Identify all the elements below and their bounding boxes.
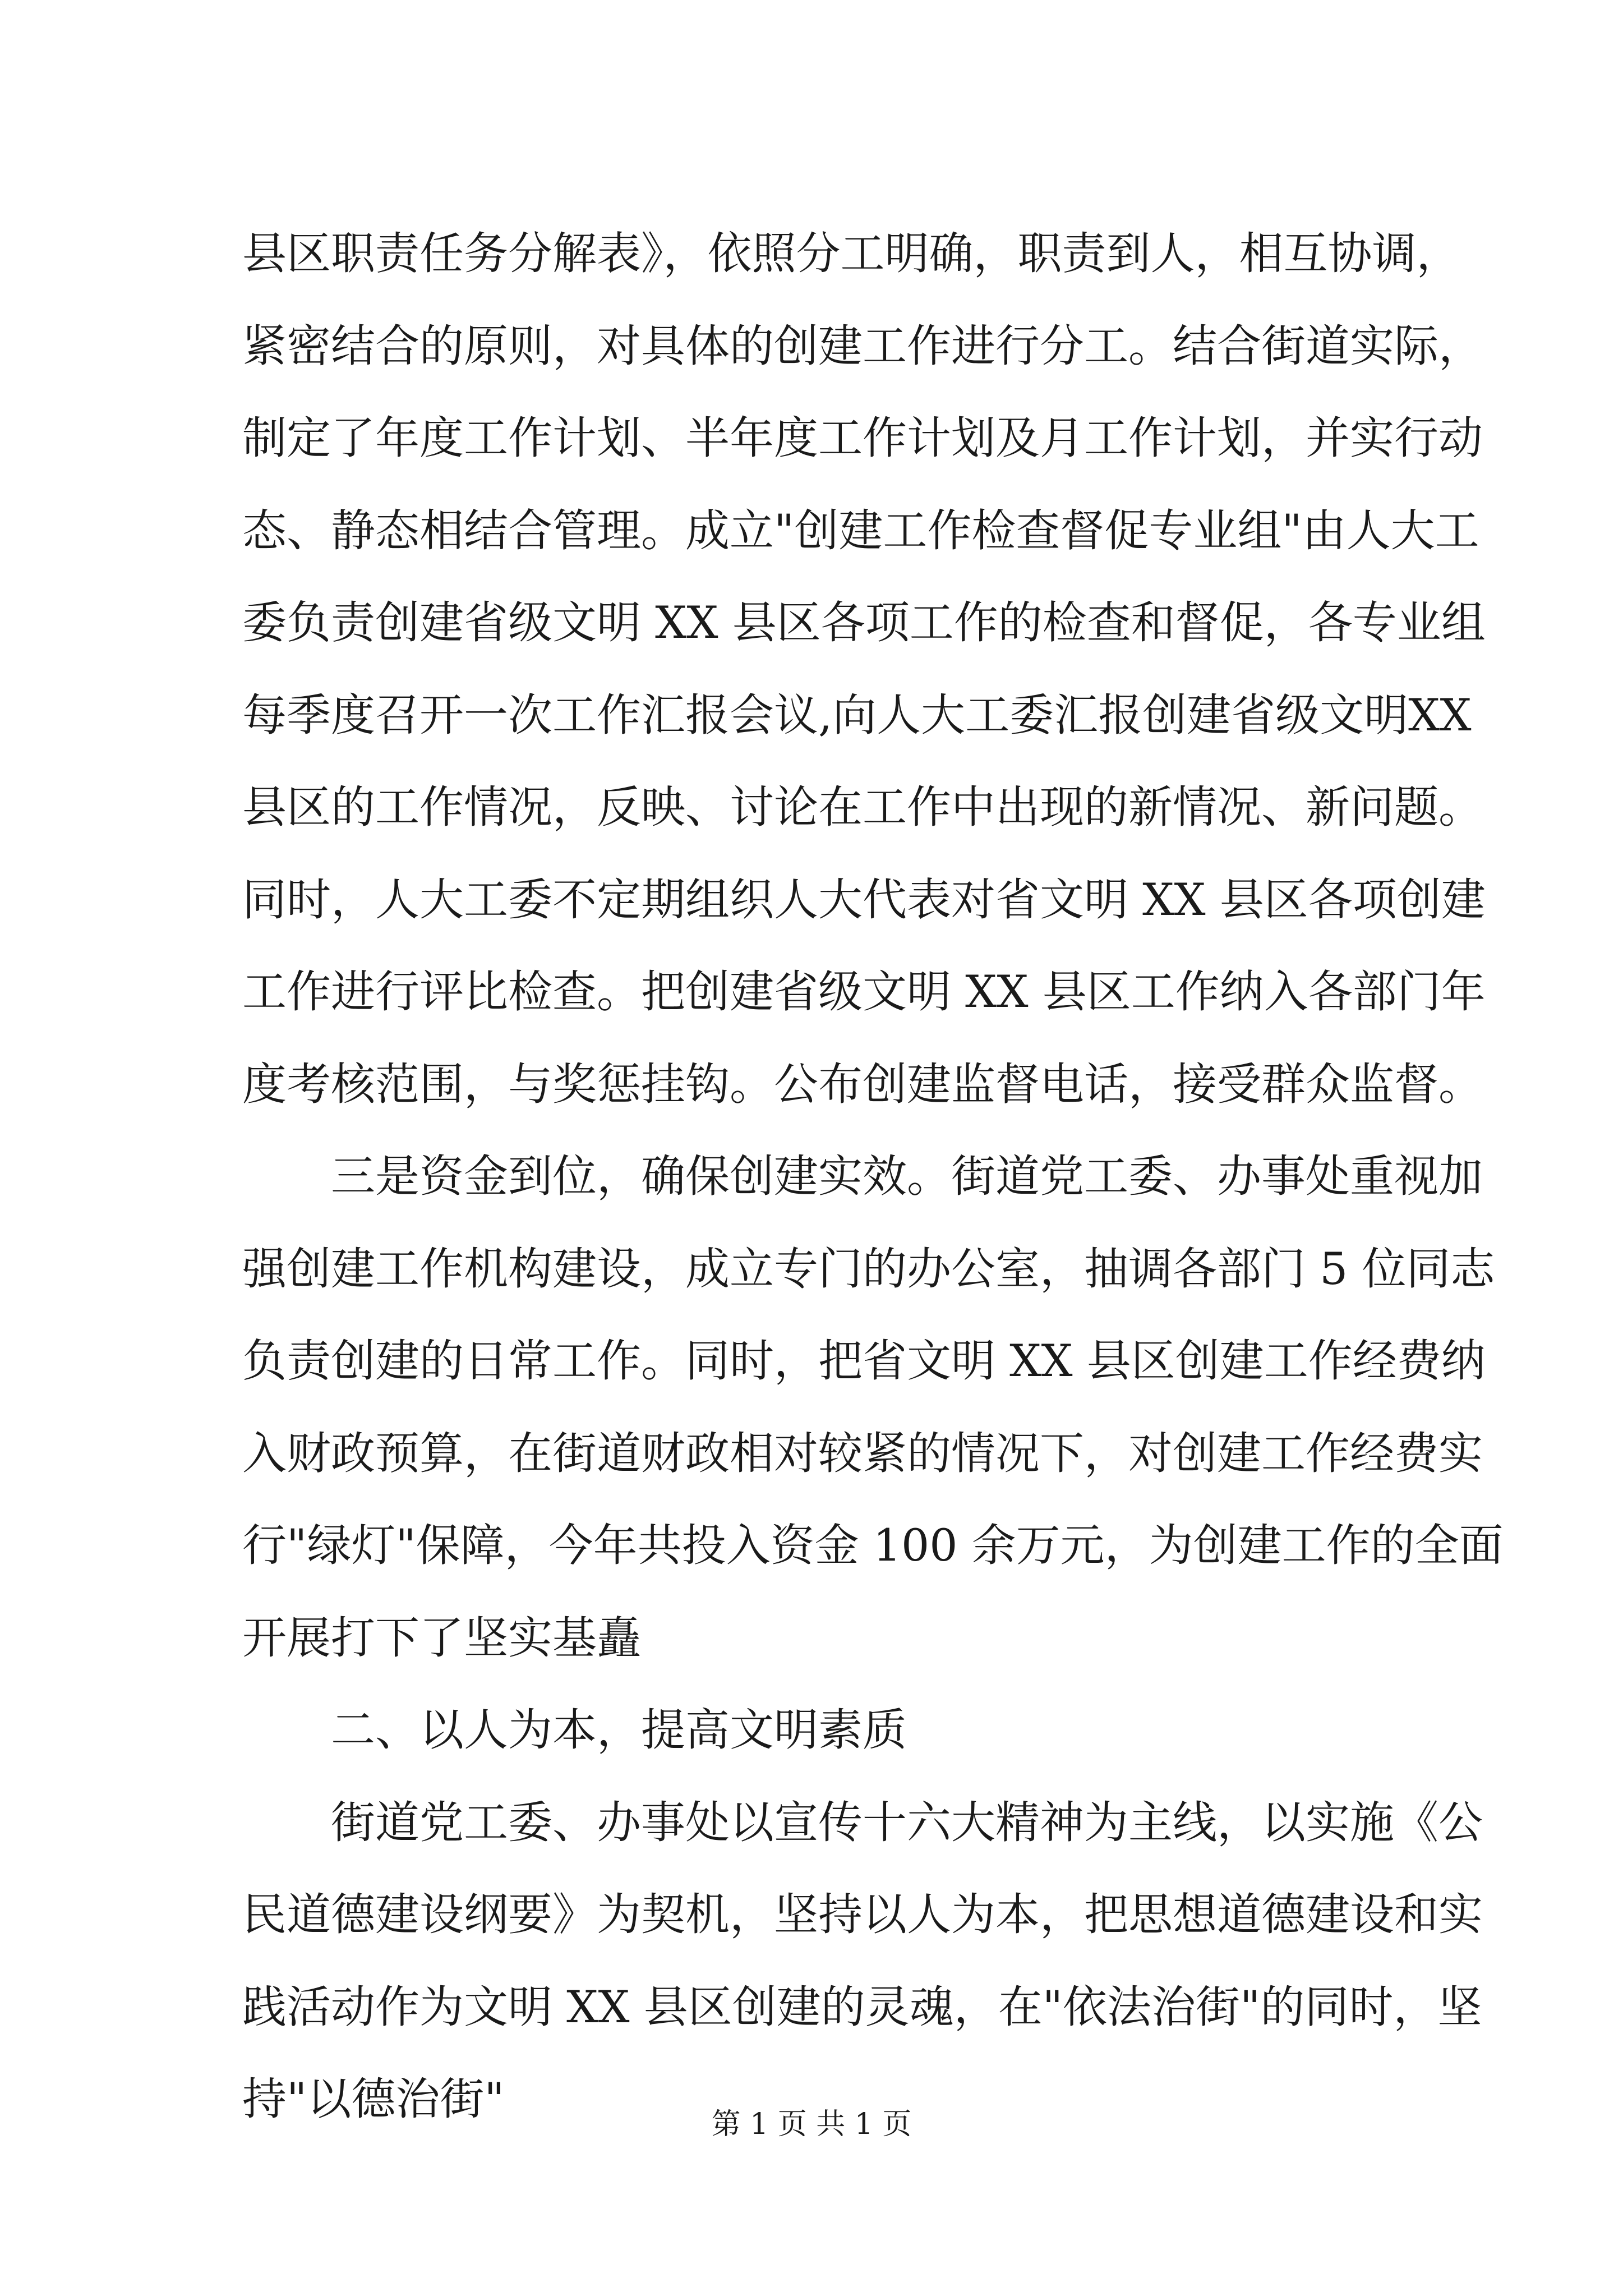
text-line: 度考核范围，与奖惩挂钩。公布创建监督电话，接受群众监督。 <box>242 1058 1483 1110</box>
text-line: 每季度召开一次工作汇报会议,向人大工委汇报创建省级文明XX <box>242 689 1472 741</box>
text-line: 制定了年度工作计划、半年度工作计划及月工作计划，并实行动 <box>242 412 1483 464</box>
paragraph-start-line: 街道党工委、办事处以宣传十六大精神为主线，以实施《公 <box>331 1796 1483 1848</box>
text-line: 态、静态相结合管理。成立"创建工作检查督促专业组"由人大工 <box>242 504 1479 556</box>
section-heading: 二、以人为本，提高文明素质 <box>331 1704 907 1756</box>
text-line: 委负责创建省级文明 XX 县区各项工作的检查和督促，各专业组 <box>242 597 1486 648</box>
text-line: 行"绿灯"保障，今年共投入资金 100 余万元，为创建工作的全面 <box>242 1520 1504 1571</box>
document-body <box>242 208 1504 2146</box>
text-line: 践活动作为文明 XX 县区创建的灵魂，在"依法治街"的同时，坚 <box>242 1981 1482 2033</box>
paragraph-start-line: 三是资金到位，确保创建实效。街道党工委、办事处重视加 <box>331 1151 1483 1202</box>
text-line: 强创建工作机构建设，成立专门的办公室，抽调各部门 5 位同志 <box>242 1243 1495 1295</box>
text-line: 负责创建的日常工作。同时，把省文明 XX 县区创建工作经费纳 <box>242 1335 1486 1387</box>
text-line: 开展打下了坚实基矗 <box>242 1612 641 1664</box>
text-line: 工作进行评比检查。把创建省级文明 XX 县区工作纳入各部门年 <box>242 966 1486 1018</box>
text-line: 持"以德治街" <box>242 2073 505 2125</box>
text-line: 县区职责任务分解表》，依照分工明确，职责到人，相互协调， <box>242 228 1461 279</box>
text-line: 同时，人大工委不定期组织人大代表对省文明 XX 县区各项创建 <box>242 873 1486 926</box>
page-number-footer: 第 1 页 共 1 页 <box>711 2108 912 2141</box>
text-line: 紧密结合的原则，对具体的创建工作进行分工。结合街道实际， <box>242 320 1483 372</box>
text-line: 入财政预算，在街道财政相对较紧的情况下，对创建工作经费实 <box>242 1427 1483 1479</box>
text-line: 县区的工作情况，反映、讨论在工作中出现的新情况、新问题。 <box>242 781 1483 833</box>
text-line: 民道德建设纲要》为契机，坚持以人为本，把思想道德建设和实 <box>242 1889 1483 1940</box>
